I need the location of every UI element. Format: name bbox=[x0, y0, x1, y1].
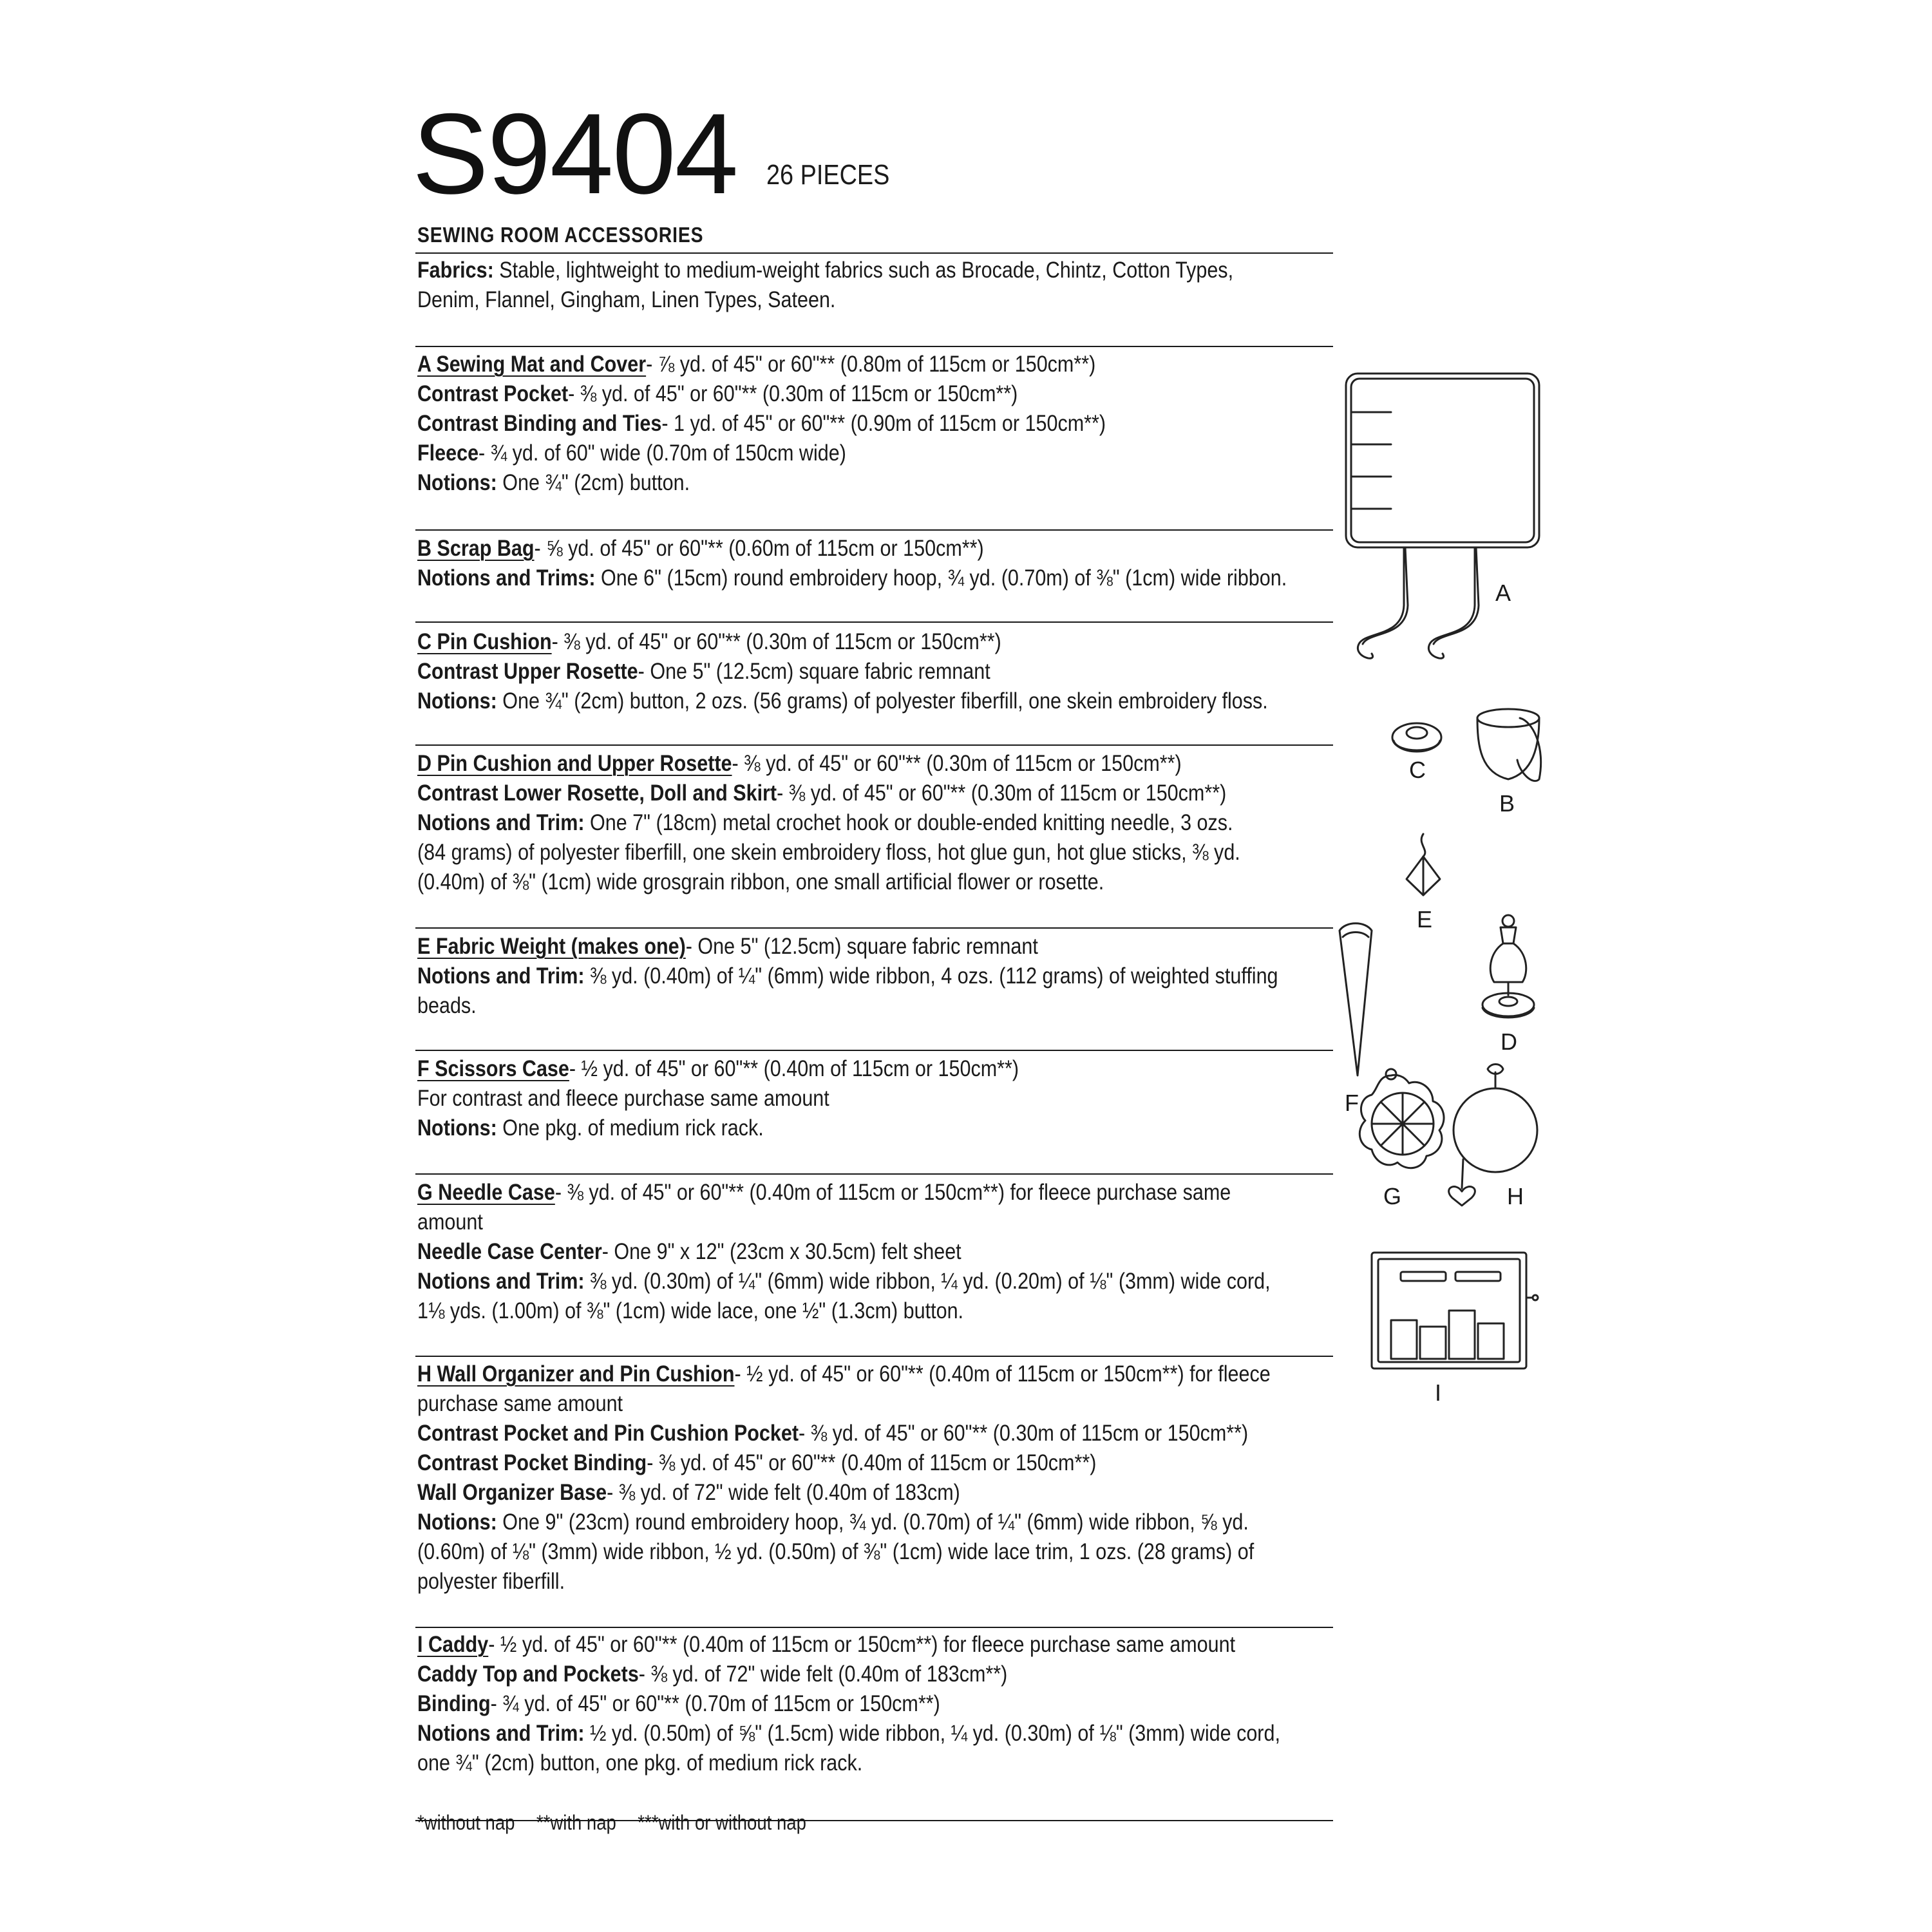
view-b-text: - ⅝ yd. of 45" or 60"** (0.60m of 115cm or 150cm**) bbox=[534, 535, 984, 561]
view-c-text: - One 5" (12.5cm) square fabric remnant bbox=[638, 658, 990, 684]
pattern-number: S9404 bbox=[412, 90, 737, 218]
view-a-text: - ⅞ yd. of 45" or 60"** (0.80m of 115cm or 150cm**) bbox=[646, 351, 1096, 377]
view-f-text: - ½ yd. of 45" or 60"** (0.40m of 115cm or 150cm**) bbox=[569, 1056, 1019, 1081]
view-f-title: F Scissors Case bbox=[417, 1056, 569, 1081]
view-h-text: polyester fiberfill. bbox=[417, 1568, 565, 1594]
view-d-text: (0.40m) of ⅜" (1cm) wide grosgrain ribbon, one small artificial flower or rosette. bbox=[417, 869, 1104, 895]
view-d-label: Notions and Trim: bbox=[417, 810, 585, 835]
view-f-label: Notions: bbox=[417, 1115, 497, 1141]
view-h-text: - ½ yd. of 45" or 60"** (0.40m of 115cm or 150cm**) for fleece bbox=[734, 1361, 1271, 1387]
view-f-section bbox=[417, 1054, 1248, 1142]
view-letter-a: A bbox=[1495, 580, 1511, 606]
fabric-weight-illustration bbox=[1406, 834, 1440, 933]
view-e-label: Notions and Trim: bbox=[417, 963, 585, 989]
view-a-label: Fleece bbox=[417, 440, 479, 466]
view-d-label: Contrast Lower Rosette, Doll and Skirt bbox=[417, 780, 777, 806]
view-i-label: Caddy Top and Pockets bbox=[417, 1661, 639, 1687]
view-h-title: H Wall Organizer and Pin Cushion bbox=[417, 1361, 735, 1387]
fabrics-text: Stable, lightweight to medium-weight fabrics such as Brocade, Chintz, Cotton Types, bbox=[493, 257, 1234, 283]
pin-cushion-illustration bbox=[1392, 723, 1441, 783]
view-a-section bbox=[417, 349, 1248, 497]
view-a-text: - ¾ yd. of 60" wide (0.70m of 150cm wide) bbox=[478, 440, 846, 466]
scissors-case-illustration bbox=[1340, 923, 1372, 1116]
divider bbox=[415, 346, 1333, 347]
caddy-illustration bbox=[1372, 1253, 1538, 1406]
view-h-label: Wall Organizer Base bbox=[417, 1479, 607, 1505]
view-i-text: - ½ yd. of 45" or 60"** (0.40m of 115cm or 150cm**) for fleece purchase same amount bbox=[488, 1631, 1236, 1657]
view-letter-c: C bbox=[1409, 757, 1426, 783]
view-d-title: D Pin Cushion and Upper Rosette bbox=[417, 750, 732, 776]
view-h-label: Notions: bbox=[417, 1509, 497, 1535]
view-letter-g: G bbox=[1383, 1183, 1402, 1209]
divider bbox=[415, 621, 1333, 623]
sewing-mat-illustration bbox=[1346, 374, 1539, 658]
view-h-text: - ⅜ yd. of 45" or 60"** (0.30m of 115cm or 150cm**) bbox=[799, 1420, 1249, 1446]
piece-count: 26 PIECES bbox=[766, 159, 890, 191]
view-g-label: Needle Case Center bbox=[417, 1238, 602, 1264]
view-letter-h: H bbox=[1507, 1183, 1524, 1209]
view-h-label: Contrast Pocket Binding bbox=[417, 1450, 647, 1475]
view-c-text: - ⅜ yd. of 45" or 60"** (0.30m of 115cm or 150cm**) bbox=[551, 629, 1001, 654]
view-b-text: One 6" (15cm) round embroidery hoop, ¾ yd. (0.70m) of ⅜" (1cm) wide ribbon. bbox=[595, 565, 1287, 591]
view-e-section bbox=[417, 931, 1278, 1020]
view-i-label: Notions and Trim: bbox=[417, 1720, 585, 1746]
fabrics-text: Denim, Flannel, Gingham, Linen Types, Sateen. bbox=[417, 287, 836, 312]
footnote-with-nap: **with nap bbox=[536, 1811, 616, 1834]
view-a-label: Contrast Pocket bbox=[417, 381, 569, 406]
view-a-text: - ⅜ yd. of 45" or 60"** (0.30m of 115cm or 150cm**) bbox=[568, 381, 1018, 406]
view-f-text: One pkg. of medium rick rack. bbox=[497, 1115, 764, 1141]
view-e-text: - One 5" (12.5cm) square fabric remnant bbox=[685, 933, 1038, 959]
view-i-label: Binding bbox=[417, 1690, 491, 1716]
view-g-text: 1⅛ yds. (1.00m) of ⅜" (1cm) wide lace, one ½" (1.3cm) button. bbox=[417, 1298, 964, 1323]
fabrics-label: Fabrics: bbox=[417, 257, 494, 283]
view-h-text: purchase same amount bbox=[417, 1390, 623, 1416]
divider bbox=[415, 927, 1333, 929]
view-f-text: For contrast and fleece purchase same amount bbox=[417, 1085, 829, 1111]
wall-organizer-illustration bbox=[1449, 1065, 1537, 1210]
view-g-section bbox=[417, 1177, 1271, 1325]
view-g-text: - One 9" x 12" (23cm x 30.5cm) felt sheet bbox=[601, 1238, 961, 1264]
view-c-text: One ¾" (2cm) button, 2 ozs. (56 grams) of polyester fiberfill, one skein embroidery floss. bbox=[497, 688, 1268, 714]
view-g-text: - ⅜ yd. of 45" or 60"** (0.40m of 115cm or 150cm**) for fleece purchase same bbox=[554, 1179, 1231, 1205]
view-h-text: One 9" (23cm) round embroidery hoop, ¾ yd. (0.70m) of ¼" (6mm) wide ribbon, ⅝ yd. bbox=[497, 1509, 1249, 1535]
view-a-text: - 1 yd. of 45" or 60"** (0.90m of 115cm or 150cm**) bbox=[661, 410, 1106, 436]
view-c-title: C Pin Cushion bbox=[417, 629, 552, 654]
view-d-section bbox=[417, 748, 1248, 896]
view-i-title: I Caddy bbox=[417, 1631, 489, 1657]
view-c-section bbox=[417, 627, 1268, 715]
view-letter-f: F bbox=[1345, 1090, 1359, 1116]
view-d-text: One 7" (18cm) metal crochet hook or double-ended knitting needle, 3 ozs. bbox=[584, 810, 1233, 835]
needle-case-illustration bbox=[1359, 1069, 1444, 1209]
divider bbox=[415, 252, 1333, 254]
view-a-text: One ¾" (2cm) button. bbox=[497, 469, 690, 495]
view-b-section bbox=[417, 533, 1287, 592]
view-e-title: E Fabric Weight (makes one) bbox=[417, 933, 686, 959]
view-d-text: - ⅜ yd. of 45" or 60"** (0.30m of 115cm or 150cm**) bbox=[777, 780, 1227, 806]
view-d-text: - ⅜ yd. of 45" or 60"** (0.30m of 115cm or 150cm**) bbox=[732, 750, 1182, 776]
view-g-title: G Needle Case bbox=[417, 1179, 555, 1205]
view-a-title: A Sewing Mat and Cover bbox=[417, 351, 647, 377]
document-title: SEWING ROOM ACCESSORIES bbox=[417, 223, 704, 247]
footnotes bbox=[417, 1810, 823, 1835]
footnote-without-nap: *without nap bbox=[417, 1811, 515, 1834]
divider bbox=[415, 744, 1333, 746]
view-e-text: beads. bbox=[417, 992, 477, 1018]
divider bbox=[415, 1173, 1333, 1175]
view-g-text: amount bbox=[417, 1209, 483, 1235]
view-h-text: (0.60m) of ⅛" (3mm) wide ribbon, ½ yd. (0.50m) of ⅜" (1cm) wide lace trim, 1 ozs. (28 grams) of bbox=[417, 1539, 1255, 1564]
view-h-text: - ⅜ yd. of 72" wide felt (0.40m of 183cm) bbox=[607, 1479, 960, 1505]
view-letter-d: D bbox=[1501, 1028, 1517, 1055]
divider bbox=[415, 1050, 1333, 1051]
view-h-label: Contrast Pocket and Pin Cushion Pocket bbox=[417, 1420, 799, 1446]
view-g-label: Notions and Trim: bbox=[417, 1268, 585, 1294]
view-i-text: - ¾ yd. of 45" or 60"** (0.70m of 115cm or 150cm**) bbox=[490, 1690, 940, 1716]
view-c-label: Notions: bbox=[417, 688, 497, 714]
divider bbox=[415, 1627, 1333, 1628]
view-g-text: ⅜ yd. (0.30m) of ¼" (6mm) wide ribbon, ¼ yd. (0.20m) of ⅛" (3mm) wide cord, bbox=[584, 1268, 1271, 1294]
divider bbox=[415, 529, 1333, 531]
view-i-text: one ¾" (2cm) button, one pkg. of medium rick rack. bbox=[417, 1750, 863, 1776]
view-illustrations bbox=[1327, 361, 1558, 1406]
view-i-text: - ⅜ yd. of 72" wide felt (0.40m of 183cm**) bbox=[638, 1661, 1008, 1687]
view-i-text: ½ yd. (0.50m) of ⅝" (1.5cm) wide ribbon, ¼ yd. (0.30m) of ⅛" (3mm) wide cord, bbox=[584, 1720, 1280, 1746]
view-b-title: B Scrap Bag bbox=[417, 535, 535, 561]
view-c-label: Contrast Upper Rosette bbox=[417, 658, 638, 684]
view-i-section bbox=[417, 1629, 1280, 1777]
fabrics-section bbox=[417, 255, 1248, 314]
footnote-with-or-without-nap: ***with or without nap bbox=[638, 1811, 806, 1834]
view-h-text: - ⅜ yd. of 45" or 60"** (0.40m of 115cm or 150cm**) bbox=[647, 1450, 1097, 1475]
view-letter-b: B bbox=[1499, 790, 1515, 817]
view-h-section bbox=[417, 1359, 1271, 1596]
view-d-text: (84 grams) of polyester fiberfill, one skein embroidery floss, hot glue gun, hot glue sticks, ⅜ yd. bbox=[417, 839, 1240, 865]
view-letter-e: E bbox=[1417, 906, 1433, 933]
view-a-label: Notions: bbox=[417, 469, 497, 495]
divider bbox=[415, 1356, 1333, 1357]
view-e-text: ⅜ yd. (0.40m) of ¼" (6mm) wide ribbon, 4 ozs. (112 grams) of weighted stuffing bbox=[584, 963, 1278, 989]
view-letter-i: I bbox=[1435, 1379, 1442, 1406]
doll-pin-cushion-illustration bbox=[1482, 915, 1534, 1055]
view-a-label: Contrast Binding and Ties bbox=[417, 410, 662, 436]
view-b-label: Notions and Trims: bbox=[417, 565, 596, 591]
scrap-bag-illustration bbox=[1477, 709, 1541, 817]
